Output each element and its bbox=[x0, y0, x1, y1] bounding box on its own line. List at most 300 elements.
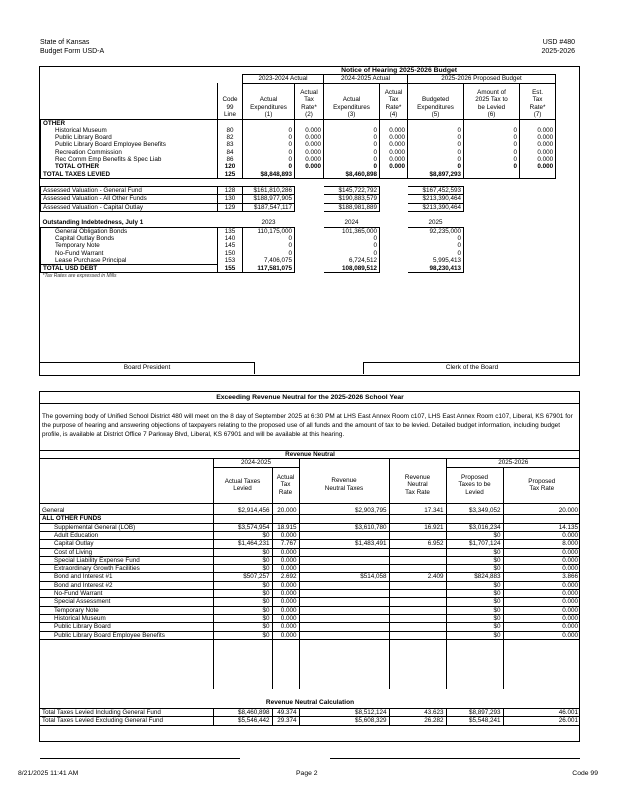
row-value-c2 bbox=[295, 195, 324, 203]
rn-col-header-line: Proposed bbox=[528, 477, 556, 485]
row-value-c6 bbox=[464, 257, 520, 265]
col-header-line: Actual bbox=[342, 96, 361, 104]
row-value-c5: 0 bbox=[408, 163, 464, 170]
rn-row-value-d bbox=[389, 590, 446, 598]
rn-row-value-a: $0 bbox=[213, 623, 272, 631]
empty-cell bbox=[446, 639, 503, 689]
rn-row-value-f: 0.000 bbox=[503, 623, 580, 631]
rn-row-value-a: $0 bbox=[213, 614, 272, 622]
row-value-c2: 0.000 bbox=[295, 134, 324, 141]
rn-row-value-c: $1,483,491 bbox=[299, 540, 389, 548]
rn-row-value-a: $0 bbox=[213, 581, 272, 589]
row-label: Rec Comm Emp Benefits & Spec Liab bbox=[41, 156, 218, 163]
row-code: 82 bbox=[218, 134, 243, 141]
row-value-c3: 0 bbox=[324, 250, 380, 257]
rn-col-header-e bbox=[446, 467, 503, 503]
row-value-c2 bbox=[295, 227, 324, 235]
rn-row-value-f: 0.000 bbox=[503, 548, 580, 556]
rn-calc-label: Total Taxes Levied Including General Fund bbox=[40, 709, 213, 717]
col-header-3 bbox=[324, 83, 380, 119]
col-header-line: Expenditures bbox=[333, 103, 370, 111]
row-value-c1: 7,406,075 bbox=[243, 257, 295, 265]
rn-calc-row bbox=[40, 709, 580, 717]
rn-col-header-c bbox=[299, 467, 389, 503]
rn-col-header-line: Revenue bbox=[331, 477, 357, 485]
rn-row-value-e: $0 bbox=[446, 581, 503, 589]
col-header-line: Expenditures bbox=[417, 103, 454, 111]
row-value-c1: 0 bbox=[243, 149, 295, 156]
rn-row-label: Cost of Living bbox=[40, 548, 213, 556]
row-value-c1: 0 bbox=[243, 250, 295, 257]
rn-calc-value-b: 29.374 bbox=[272, 717, 299, 725]
row-value-c4: 0.000 bbox=[380, 156, 408, 163]
rn-col-header-a bbox=[213, 467, 272, 503]
rn-row-label: Extraordinary Growth Facilities bbox=[40, 565, 213, 573]
row-label: Assessed Valuation - All Other Funds bbox=[41, 195, 218, 203]
row-value-c1: 0 bbox=[243, 163, 295, 170]
rn-row-label: No-Fund Warrant bbox=[40, 590, 213, 598]
rn-row-value-a: $0 bbox=[213, 556, 272, 564]
row-spacer bbox=[556, 134, 581, 141]
rn-row-value-d bbox=[389, 581, 446, 589]
col-header-6 bbox=[464, 83, 520, 119]
rn-row-value-e: $0 bbox=[446, 590, 503, 598]
row-code: 150 bbox=[218, 250, 243, 257]
rn-general-row bbox=[40, 507, 580, 515]
row-value-c1: $8,848,893 bbox=[243, 171, 295, 179]
rn-row-value-e: $0 bbox=[446, 623, 503, 631]
row-value-c5: 0 bbox=[408, 235, 464, 242]
debt-row bbox=[41, 257, 581, 265]
row-label: Temporary Note bbox=[41, 242, 218, 249]
row-value-c2 bbox=[295, 171, 324, 179]
row-value-c4 bbox=[380, 257, 408, 265]
row-value-c7 bbox=[520, 257, 556, 265]
empty-cell bbox=[299, 639, 389, 689]
rn-row-value-c: $3,610,780 bbox=[299, 523, 389, 531]
rn-row-label: Bond and Interest #1 bbox=[40, 573, 213, 581]
rn-year-a: 2024-2025 bbox=[213, 459, 299, 467]
row-code: 83 bbox=[218, 141, 243, 148]
debt-year-1: 2023 bbox=[261, 219, 276, 227]
empty-cell bbox=[446, 515, 503, 523]
row-value-c5: 0 bbox=[408, 242, 464, 249]
empty-cell bbox=[295, 219, 324, 227]
rn-col-header-line: Proposed bbox=[461, 473, 488, 481]
rn-row-value-e: $824,883 bbox=[446, 573, 503, 581]
rn-row-value-b: 7.767 bbox=[272, 540, 299, 548]
row-value-c2: 0.000 bbox=[295, 141, 324, 148]
row-spacer bbox=[556, 141, 581, 148]
row-spacer bbox=[556, 265, 581, 273]
rn-row-value-f: 0.000 bbox=[503, 598, 580, 606]
row-value-c7 bbox=[520, 186, 556, 194]
rn-row-value-c bbox=[299, 581, 389, 589]
valuation-row bbox=[41, 195, 581, 203]
row-label: TOTAL USD DEBT bbox=[41, 265, 218, 273]
rn-row-value-f: 0.000 bbox=[503, 590, 580, 598]
rn-row-value-f: 0.000 bbox=[503, 581, 580, 589]
rn-row-value-b: 0.000 bbox=[272, 531, 299, 539]
header-state: State of Kansas bbox=[40, 39, 90, 46]
rn-row-value-e: $0 bbox=[446, 531, 503, 539]
col-header-line: Code bbox=[222, 96, 238, 104]
footer-page: Page 2 bbox=[296, 770, 318, 777]
row-value-c7 bbox=[520, 265, 556, 273]
col-header-line: (3) bbox=[347, 111, 356, 119]
rn-row-value-b: 0.000 bbox=[272, 581, 299, 589]
rn-row-value-c bbox=[299, 614, 389, 622]
rn-row bbox=[40, 606, 580, 614]
row-value-c5: $213,390,464 bbox=[408, 195, 464, 203]
rn-col-header-line: Levied bbox=[465, 488, 484, 496]
rn-row-value-e: $0 bbox=[446, 631, 503, 639]
rn-row bbox=[40, 581, 580, 589]
rn-paragraph: The governing body of Unified School District 480 will meet on the 8 day of September 2025 at 6:30 PM at LHS East Annex Room c107, LHS East Annex Room c107, Liberal, KS 67901 for the purpose of hearing and answering objections of taxpayers relating to the proposed use of all funds and the amount of tax to be levied. Detailed budget information, including budget profile, is available at District Office 7 Parkway Blvd, Liberal, KS 67901 and will be available at this hearing. bbox=[42, 413, 573, 439]
row-code: 130 bbox=[218, 195, 243, 203]
spacer-row bbox=[41, 178, 581, 186]
row-label: Historical Museum bbox=[41, 127, 218, 134]
row-value-c7 bbox=[520, 171, 556, 179]
rn-row-value-f: 14.135 bbox=[503, 523, 580, 531]
row-value-c6 bbox=[464, 195, 520, 203]
row-label: Public Library Board bbox=[41, 134, 218, 141]
row-code: 84 bbox=[218, 149, 243, 156]
empty-cell bbox=[272, 515, 299, 523]
row-value-c2 bbox=[295, 250, 324, 257]
header-year: 2025-2026 bbox=[541, 48, 575, 55]
rn-filler-row bbox=[40, 639, 580, 689]
rn-row bbox=[40, 523, 580, 531]
row-spacer bbox=[556, 250, 581, 257]
row-value-c2 bbox=[295, 242, 324, 249]
rn-col-header-line: Actual Taxes bbox=[224, 477, 261, 485]
row-label: No-Fund Warrant bbox=[41, 250, 218, 257]
empty-cell bbox=[213, 515, 272, 523]
rn-row-value-a: $2,914,456 bbox=[213, 507, 272, 515]
row-value-c3: 101,365,000 bbox=[324, 227, 380, 235]
rn-calc-value-f: 46.001 bbox=[503, 709, 580, 717]
empty-cell bbox=[503, 515, 580, 523]
row-code: 128 bbox=[218, 186, 243, 194]
col-header-line: Tax bbox=[388, 96, 399, 104]
row-value-c5: 5,995,413 bbox=[408, 257, 464, 265]
notice-row bbox=[41, 156, 581, 163]
debt-year-2: 2024 bbox=[344, 219, 359, 227]
row-value-c3: 0 bbox=[324, 141, 380, 148]
row-value-c2: 0.000 bbox=[295, 156, 324, 163]
row-spacer bbox=[556, 156, 581, 163]
row-value-c3: $145,722,792 bbox=[324, 186, 380, 194]
row-label: Lease Purchase Principal bbox=[41, 257, 218, 265]
rn-row-value-b: 18.915 bbox=[272, 523, 299, 531]
col-header-line: Rate* bbox=[301, 103, 317, 111]
row-value-c1: $188,977,905 bbox=[243, 195, 295, 203]
row-code: 120 bbox=[218, 163, 243, 170]
row-value-c7 bbox=[520, 195, 556, 203]
section-other-label: OTHER bbox=[41, 119, 218, 127]
row-label: Assessed Valuation - Capital Outlay bbox=[41, 203, 218, 211]
rn-row-value-b: 0.000 bbox=[272, 598, 299, 606]
group-header-2: 2024-2025 Actual bbox=[324, 75, 408, 83]
col-header-line: (1) bbox=[264, 111, 273, 119]
rn-row-value-c bbox=[299, 548, 389, 556]
row-spacer bbox=[556, 186, 581, 194]
rn-row-label: Special Liability Expense Fund bbox=[40, 556, 213, 564]
rn-calc-value-d: 26.282 bbox=[389, 717, 446, 725]
rn-row-value-a: $0 bbox=[213, 606, 272, 614]
row-value-c2: 0.000 bbox=[295, 163, 324, 170]
col-header-1 bbox=[243, 83, 295, 119]
tax-rate-note: *Tax Rates are expressed in Mills bbox=[42, 273, 117, 280]
row-value-c4: 0.000 bbox=[380, 141, 408, 148]
rn-calc-value-c: $8,512,124 bbox=[299, 709, 389, 717]
rn-row bbox=[40, 631, 580, 639]
row-value-c4 bbox=[380, 242, 408, 249]
rn-row-value-b: 0.000 bbox=[272, 548, 299, 556]
row-value-c7 bbox=[520, 227, 556, 235]
total-other-row bbox=[41, 163, 581, 170]
rn-row bbox=[40, 556, 580, 564]
row-value-c1: $187,547,117 bbox=[243, 203, 295, 211]
rn-table bbox=[40, 450, 580, 689]
empty-cell bbox=[218, 219, 243, 227]
notice-row bbox=[41, 134, 581, 141]
rn-row-label: Temporary Note bbox=[40, 606, 213, 614]
spacer-row bbox=[41, 211, 581, 219]
col-header-line: Actual bbox=[300, 88, 318, 96]
col-header-line: Expenditures bbox=[250, 103, 287, 111]
empty-cell bbox=[40, 639, 213, 689]
col-header-line: Actual bbox=[259, 96, 278, 104]
rn-row-label: Capital Outlay bbox=[40, 540, 213, 548]
row-value-c4: 0.000 bbox=[380, 149, 408, 156]
empty-cell bbox=[295, 119, 324, 127]
row-value-c7 bbox=[520, 242, 556, 249]
row-value-c4: 0.000 bbox=[380, 127, 408, 134]
row-value-c7: 0.000 bbox=[520, 134, 556, 141]
rn-row-value-d: 6.952 bbox=[389, 540, 446, 548]
empty-cell bbox=[389, 639, 446, 689]
empty-cell bbox=[408, 119, 464, 127]
rn-col-header-line: Neutral bbox=[407, 481, 428, 489]
row-spacer bbox=[556, 163, 581, 170]
rn-row-value-a: $507,257 bbox=[213, 573, 272, 581]
col-header-2 bbox=[295, 83, 324, 119]
row-value-c6 bbox=[464, 242, 520, 249]
debt-year-3: 2025 bbox=[428, 219, 443, 227]
row-spacer bbox=[556, 235, 581, 242]
rn-row-value-c: $514,058 bbox=[299, 573, 389, 581]
row-value-c7 bbox=[520, 250, 556, 257]
row-value-c5: 0 bbox=[408, 149, 464, 156]
row-value-c3: 0 bbox=[324, 134, 380, 141]
row-spacer bbox=[556, 149, 581, 156]
sig-divider bbox=[254, 362, 364, 374]
rn-row-value-e: $0 bbox=[446, 548, 503, 556]
rn-row bbox=[40, 540, 580, 548]
rn-row-value-c bbox=[299, 623, 389, 631]
rn-row-value-a: $0 bbox=[213, 590, 272, 598]
row-spacer bbox=[556, 227, 581, 235]
row-spacer bbox=[556, 127, 581, 134]
rn-row-value-f: 3.866 bbox=[503, 573, 580, 581]
row-value-c3: 0 bbox=[324, 149, 380, 156]
rn-row-value-e: $0 bbox=[446, 565, 503, 573]
row-value-c3: 0 bbox=[324, 242, 380, 249]
col-header-line: (7) bbox=[533, 111, 542, 119]
row-value-c1: 110,175,000 bbox=[243, 227, 295, 235]
rn-row bbox=[40, 565, 580, 573]
rn-row-value-c bbox=[299, 606, 389, 614]
empty-cell bbox=[380, 119, 408, 127]
empty-cell bbox=[520, 119, 556, 127]
rn-calc-value-a: $8,460,898 bbox=[213, 709, 272, 717]
rn-calc-value-e: $8,897,293 bbox=[446, 709, 503, 717]
row-value-c5: 98,230,413 bbox=[408, 265, 464, 273]
notice-table bbox=[40, 67, 581, 281]
row-value-c2: 0.000 bbox=[295, 127, 324, 134]
rn-calc-row bbox=[40, 717, 580, 725]
empty-cell bbox=[218, 119, 243, 127]
rn-row-value-a: $0 bbox=[213, 598, 272, 606]
rn-row-value-d bbox=[389, 598, 446, 606]
group-header-1: 2023-2024 Actual bbox=[243, 75, 324, 83]
rn-row-value-e: $3,016,234 bbox=[446, 523, 503, 531]
rn-row-value-f: 0.000 bbox=[503, 614, 580, 622]
footer-code: Code 99 bbox=[572, 770, 598, 777]
rn-col-header-line: Tax bbox=[280, 481, 291, 489]
rn-row-value-e: $0 bbox=[446, 598, 503, 606]
row-value-c2 bbox=[295, 265, 324, 273]
row-value-c6: 0 bbox=[464, 134, 520, 141]
row-value-c3: 0 bbox=[324, 156, 380, 163]
rn-row-value-f: 8.000 bbox=[503, 540, 580, 548]
empty-cell bbox=[324, 119, 380, 127]
row-value-c7: 0.000 bbox=[520, 149, 556, 156]
rn-row-value-f: 20.000 bbox=[503, 507, 580, 515]
row-spacer bbox=[556, 203, 581, 211]
row-value-c3: 0 bbox=[324, 127, 380, 134]
rn-row-value-f: 0.000 bbox=[503, 606, 580, 614]
row-label: Assessed Valuation - General Fund bbox=[41, 186, 218, 194]
row-value-c2 bbox=[295, 235, 324, 242]
total-taxes-row bbox=[41, 171, 581, 179]
row-value-c1: $161,810,286 bbox=[243, 186, 295, 194]
row-value-c1: 0 bbox=[243, 141, 295, 148]
row-value-c7 bbox=[520, 235, 556, 242]
rn-col-header-line: Actual bbox=[276, 473, 295, 481]
rn-row bbox=[40, 590, 580, 598]
group-header-3: 2025-2026 Proposed Budget bbox=[408, 75, 556, 83]
rn-col-header-line: Tax Rate bbox=[529, 485, 555, 493]
row-value-c3: $8,460,898 bbox=[324, 171, 380, 179]
rn-row-value-f: 0.000 bbox=[503, 531, 580, 539]
row-value-c6 bbox=[464, 203, 520, 211]
rn-row-value-d bbox=[389, 548, 446, 556]
sig-line-right bbox=[364, 362, 580, 363]
rn-row-label: General bbox=[40, 507, 213, 515]
rn-row bbox=[40, 623, 580, 631]
row-value-c1: 117,581,075 bbox=[243, 265, 295, 273]
row-value-c6 bbox=[464, 235, 520, 242]
rn-calc-value-e: $5,548,241 bbox=[446, 717, 503, 725]
rn-col-header-line: Taxes to be bbox=[458, 481, 491, 489]
row-value-c3: 0 bbox=[324, 235, 380, 242]
rn-row-value-d bbox=[389, 606, 446, 614]
row-code: 125 bbox=[218, 171, 243, 179]
rn-row-value-b: 2.692 bbox=[272, 573, 299, 581]
row-code: 80 bbox=[218, 127, 243, 134]
rn-row-value-e: $0 bbox=[446, 556, 503, 564]
row-spacer bbox=[556, 257, 581, 265]
notice-title: Notice of Hearing 2025-2026 Budget bbox=[341, 67, 458, 74]
rn-row-value-f: 0.000 bbox=[503, 556, 580, 564]
rn-table-title: Revenue Neutral bbox=[40, 451, 580, 459]
rn-title-rule bbox=[40, 403, 580, 404]
row-value-c3: $190,883,579 bbox=[324, 195, 380, 203]
rn-row-value-d bbox=[389, 631, 446, 639]
row-label: Capital Outlay Bonds bbox=[41, 235, 218, 242]
rn-row-value-b: 0.000 bbox=[272, 606, 299, 614]
debt-title: Outstanding Indebtedness, July 1 bbox=[42, 219, 144, 227]
col-header-line: (5) bbox=[431, 111, 440, 119]
row-label: TOTAL TAXES LEVIED bbox=[41, 171, 218, 179]
row-label: Public Library Board Employee Benefits bbox=[41, 141, 218, 148]
row-value-c1: 0 bbox=[243, 156, 295, 163]
debt-row bbox=[41, 227, 581, 235]
row-value-c4 bbox=[380, 227, 408, 235]
rn-col-header-b bbox=[272, 467, 299, 503]
col-header-line: Actual bbox=[384, 88, 403, 96]
empty-cell bbox=[243, 119, 295, 127]
debt-row bbox=[41, 250, 581, 257]
row-code: 153 bbox=[218, 257, 243, 265]
col-header-line: Budgeted bbox=[422, 96, 449, 104]
rn-calc-value-c: $5,608,329 bbox=[299, 717, 389, 725]
row-value-c3: $188,981,889 bbox=[324, 203, 380, 211]
empty-cell bbox=[299, 515, 389, 523]
rn-row-value-b: 0.000 bbox=[272, 631, 299, 639]
rn-row-label: Bond and Interest #2 bbox=[40, 581, 213, 589]
col-header-line: Tax bbox=[304, 96, 314, 104]
row-value-c6: 0 bbox=[464, 127, 520, 134]
empty-cell bbox=[389, 515, 446, 523]
row-code: 155 bbox=[218, 265, 243, 273]
rn-col-header-line: Tax Rate bbox=[405, 488, 430, 496]
rn-row bbox=[40, 573, 580, 581]
rn-row-label: Adult Education bbox=[40, 531, 213, 539]
row-value-c5: 0 bbox=[408, 134, 464, 141]
row-value-c5: $213,390,464 bbox=[408, 203, 464, 211]
rn-calc-label: Total Taxes Levied Excluding General Fund bbox=[40, 717, 213, 725]
rn-row-value-c bbox=[299, 531, 389, 539]
empty-cell bbox=[213, 639, 272, 689]
rn-row-value-b: 0.000 bbox=[272, 556, 299, 564]
rn-row-value-b: 0.000 bbox=[272, 614, 299, 622]
rn-row-value-b: 0.000 bbox=[272, 623, 299, 631]
row-value-c6: 0 bbox=[464, 149, 520, 156]
row-label: TOTAL OTHER bbox=[41, 163, 218, 170]
row-value-c4 bbox=[380, 265, 408, 273]
rn-calc-value-d: 43.623 bbox=[389, 709, 446, 717]
rn-title: Exceeding Revenue Neutral for the 2025-2026 School Year bbox=[216, 394, 404, 401]
notice-row bbox=[41, 141, 581, 148]
row-value-c1: 0 bbox=[243, 242, 295, 249]
empty-cell bbox=[503, 639, 580, 689]
row-value-c6: 0 bbox=[464, 163, 520, 170]
col-header-line: be Levied bbox=[477, 103, 506, 111]
